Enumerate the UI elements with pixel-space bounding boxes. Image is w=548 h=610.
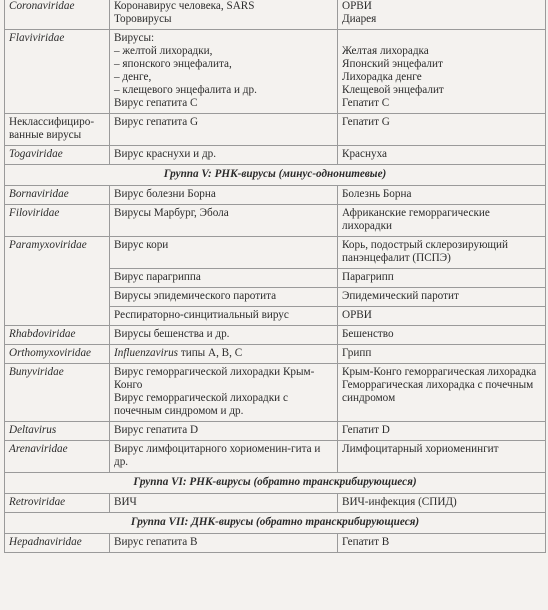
table-row — [5, 422, 546, 441]
table-row — [5, 441, 546, 473]
disease-cell — [338, 422, 546, 441]
cell-line: Вирус кори — [114, 239, 169, 251]
cell-line: ВИЧ-инфекция (СПИД) — [342, 496, 457, 508]
disease-cell — [338, 534, 546, 553]
virus-cell — [110, 326, 338, 345]
table-row — [5, 326, 546, 345]
group-name: Группа V: РНК-вирусы — [163, 168, 276, 180]
cell-line: Вирус лимфоцитарного хориоменин-гита и др. — [114, 443, 321, 468]
group-header-row — [5, 165, 546, 186]
virus-cell — [110, 146, 338, 165]
table-row — [5, 345, 546, 364]
family-cell: Coronaviridae — [5, 0, 110, 30]
group-name: Группа VI: РНК-вирусы — [133, 476, 251, 488]
table-row — [5, 494, 546, 513]
virus-cell — [110, 307, 338, 326]
cell-line: Лихорадка денге — [342, 71, 422, 83]
virus-cell — [110, 494, 338, 513]
cell-line: Коронавирус человека, SARS — [114, 0, 255, 12]
disease-cell — [338, 288, 546, 307]
disease-cell — [338, 326, 546, 345]
cell-line: Желтая лихорадка — [342, 45, 429, 57]
cell-line: Гепатит В — [342, 536, 390, 548]
group-description: (минус-однонитевые) — [278, 168, 387, 180]
family-cell: Flaviviridae — [5, 30, 110, 114]
cell-line: Африканские геморрагические лихорадки — [342, 207, 490, 232]
disease-cell — [338, 269, 546, 288]
family-cell: Filoviridae — [5, 205, 110, 237]
cell-line: – японского энцефалита, — [114, 58, 232, 70]
cell-line: Вирусы бешенства и др. — [114, 328, 230, 340]
group-header — [5, 165, 546, 186]
cell-line: Лимфоцитарный хориоменингит — [342, 443, 499, 455]
table-row — [5, 0, 546, 30]
virus-cell — [110, 441, 338, 473]
cell-line: Бешенство — [342, 328, 394, 340]
cell-line: Японский энцефалит — [342, 58, 443, 70]
cell-line: Вирусы: — [114, 32, 155, 44]
virus-classification-table — [4, 0, 546, 553]
cell-line: Гепатит С — [342, 97, 390, 109]
group-header — [5, 473, 546, 494]
virus-cell — [110, 345, 338, 364]
disease-cell — [338, 114, 546, 146]
table-row — [5, 364, 546, 422]
virus-cell — [110, 114, 338, 146]
table-row — [5, 186, 546, 205]
disease-cell — [338, 494, 546, 513]
disease-cell — [338, 441, 546, 473]
family-cell: Paramyxoviridae — [5, 237, 110, 326]
disease-cell — [338, 345, 546, 364]
group-description: (обратно транскрибирующиеся) — [253, 476, 417, 488]
virus-cell — [110, 186, 338, 205]
cell-line: Геморрагическая лихорадка с почечным синдромом — [342, 379, 534, 404]
family-cell: Bunyviridae — [5, 364, 110, 422]
disease-cell — [338, 364, 546, 422]
virus-cell — [110, 30, 338, 114]
cell-line: Вирус гепатита С — [114, 97, 198, 109]
virus-cell — [110, 237, 338, 269]
family-cell: Rhabdoviridae — [5, 326, 110, 345]
cell-line: Вирусы эпидемического паротита — [114, 290, 277, 302]
cell-line: ОРВИ — [342, 0, 372, 12]
table-row — [5, 30, 546, 114]
cell-line: Торовирусы — [114, 13, 172, 25]
disease-cell — [338, 307, 546, 326]
virus-genus: Influenzavirus — [114, 347, 179, 359]
table-row — [5, 237, 546, 269]
family-cell: Bornaviridae — [5, 186, 110, 205]
family-cell: Неклассифициро-ванные вирусы — [5, 114, 110, 146]
cell-line: Парагрипп — [342, 271, 394, 283]
family-cell: Deltavirus — [5, 422, 110, 441]
disease-cell — [338, 237, 546, 269]
cell-line: Краснуха — [342, 148, 387, 160]
virus-types: типы А, В, С — [178, 347, 243, 359]
group-header-row — [5, 513, 546, 534]
cell-line: Вирус парагриппа — [114, 271, 201, 283]
cell-line: Клещевой энцефалит — [342, 84, 444, 96]
group-name: Группа VII: ДНК-вирусы — [130, 516, 254, 528]
cell-line: ОРВИ — [342, 309, 372, 321]
disease-cell — [338, 30, 546, 114]
virus-cell — [110, 534, 338, 553]
cell-line: Вирус гепатита G — [114, 116, 199, 128]
virus-cell — [110, 0, 338, 30]
table-row — [5, 146, 546, 165]
disease-cell — [338, 186, 546, 205]
cell-line: Болезнь Борна — [342, 188, 412, 200]
cell-line: Грипп — [342, 347, 372, 359]
cell-line: Корь, подострый склерозирующий панэнцефалит (ПСПЭ) — [342, 239, 509, 264]
cell-line: – денге, — [114, 71, 152, 83]
cell-line: Вирус краснухи и др. — [114, 148, 217, 160]
virus-cell — [110, 364, 338, 422]
cell-line: Гепатит G — [342, 116, 390, 128]
table-row — [5, 205, 546, 237]
table-row — [5, 534, 546, 553]
group-description: (обратно транскрибирующиеся) — [256, 516, 420, 528]
group-header-row — [5, 473, 546, 494]
cell-line: – клещевого энцефалита и др. — [114, 84, 257, 96]
cell-line: Вирус гепатита D — [114, 424, 199, 436]
table-body — [5, 0, 546, 553]
group-header — [5, 513, 546, 534]
family-cell: Arenaviridae — [5, 441, 110, 473]
virus-cell — [110, 288, 338, 307]
cell-line: Вирус геморрагической лихорадки с почечным синдромом и др. — [114, 392, 288, 417]
family-cell: Hepadnaviridae — [5, 534, 110, 553]
cell-line: Эпидемический паротит — [342, 290, 459, 302]
cell-line: Респираторно-синцитиальный вирус — [114, 309, 289, 321]
family-cell: Retroviridae — [5, 494, 110, 513]
disease-cell — [338, 146, 546, 165]
disease-cell — [338, 205, 546, 237]
cell-line: – желтой лихорадки, — [114, 45, 213, 57]
cell-line: Диарея — [342, 13, 377, 25]
cell-line — [342, 32, 541, 45]
cell-line: Вирусы Марбург, Эбола — [114, 207, 229, 219]
virus-cell — [110, 422, 338, 441]
virus-cell — [110, 269, 338, 288]
cell-line: Вирус гепатита В — [114, 536, 198, 548]
family-cell: Togaviridae — [5, 146, 110, 165]
virus-cell — [110, 205, 338, 237]
disease-cell — [338, 0, 546, 30]
family-cell: Orthomyxoviridae — [5, 345, 110, 364]
table-row — [5, 114, 546, 146]
cell-line — [114, 347, 333, 360]
cell-line: Вирус геморрагической лихорадки Крым-Конго — [114, 366, 315, 391]
cell-line: Крым-Конго геморрагическая лихорадка — [342, 366, 537, 378]
cell-line: Вирус болезни Борна — [114, 188, 216, 200]
cell-line: Гепатит D — [342, 424, 390, 436]
cell-line: ВИЧ — [114, 496, 137, 508]
